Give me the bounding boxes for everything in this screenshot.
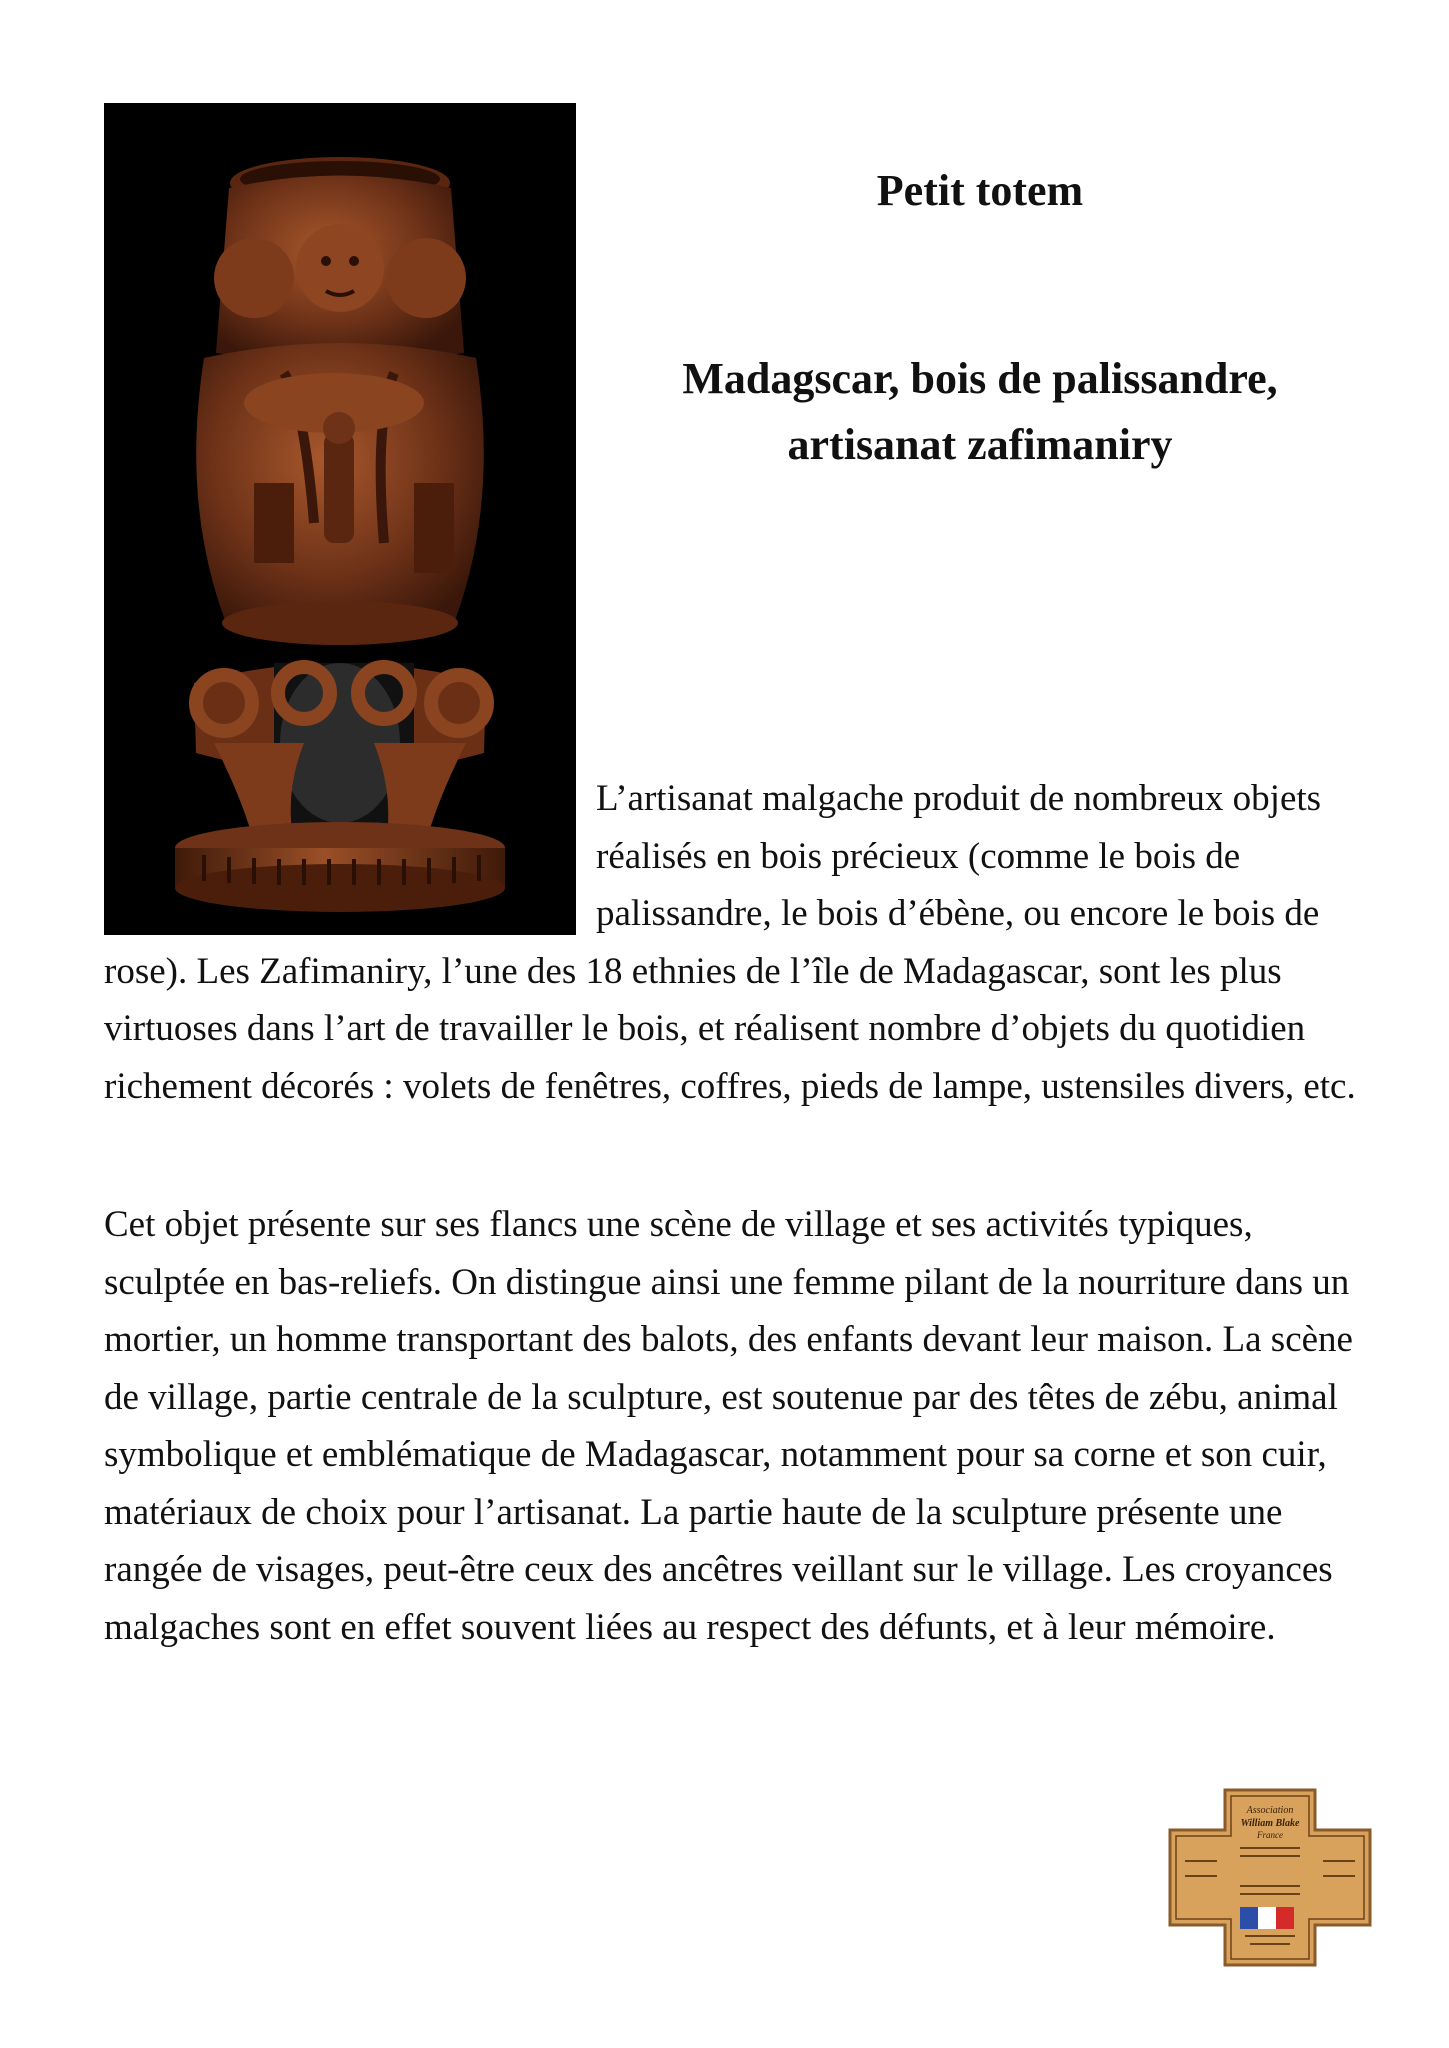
paragraph-1-block	[104, 770, 1364, 1115]
stamp-logo	[1165, 1785, 1375, 1970]
page-title: Petit totem	[876, 166, 1084, 215]
paragraph-2: Cet objet présente sur ses flancs une scène de village et ses activités typiques, sculptée en bas-reliefs. On distingue ainsi une femme pilant de la nourriture dans un mortier, un homme transportant des balots, des enfants devant leur maison. La scène de village, partie centrale de la sculpture, est soutenue par des têtes de zébu, animal symbolique et emblématique de Madagascar, notamment pour sa corne et son cuir, matériaux de choix pour l’artisanat. La partie haute de la sculpture présente une rangée de visages, peut-être ceux des ancêtres veillant sur le village. Les croyances malgaches sont en effet souvent liées au respect des défunts, et à leur mémoire.	[104, 1204, 1353, 1648]
page-subtitle	[580, 346, 1380, 478]
stamp-association: Association	[1246, 1805, 1294, 1816]
subtitle-line-2: artisanat zafimaniry	[787, 420, 1173, 469]
subtitle-line-1: Madagscar, bois de palissandre,	[682, 354, 1278, 403]
stamp-name: William Blake	[1240, 1818, 1300, 1829]
association-stamp	[1165, 1785, 1375, 1970]
stamp-country: France	[1257, 1830, 1283, 1840]
paragraph-1: L’artisanat malgache produit de nombreux objets réalisés en bois précieux (comme le bois de palissandre, le bois d’ébène, ou encore le bois de rose). Les Zafimaniry, l’une des 18 ethnies de l’île de Madagascar, sont les plus virtuoses dans l’art de travailler le bois, et réalisent nombre d’objets du quotidien richement décorés : volets de fenêtres, coffres, pieds de lampe, ustensiles divers, etc.	[104, 778, 1356, 1107]
image-wrap-spacer	[104, 770, 596, 940]
